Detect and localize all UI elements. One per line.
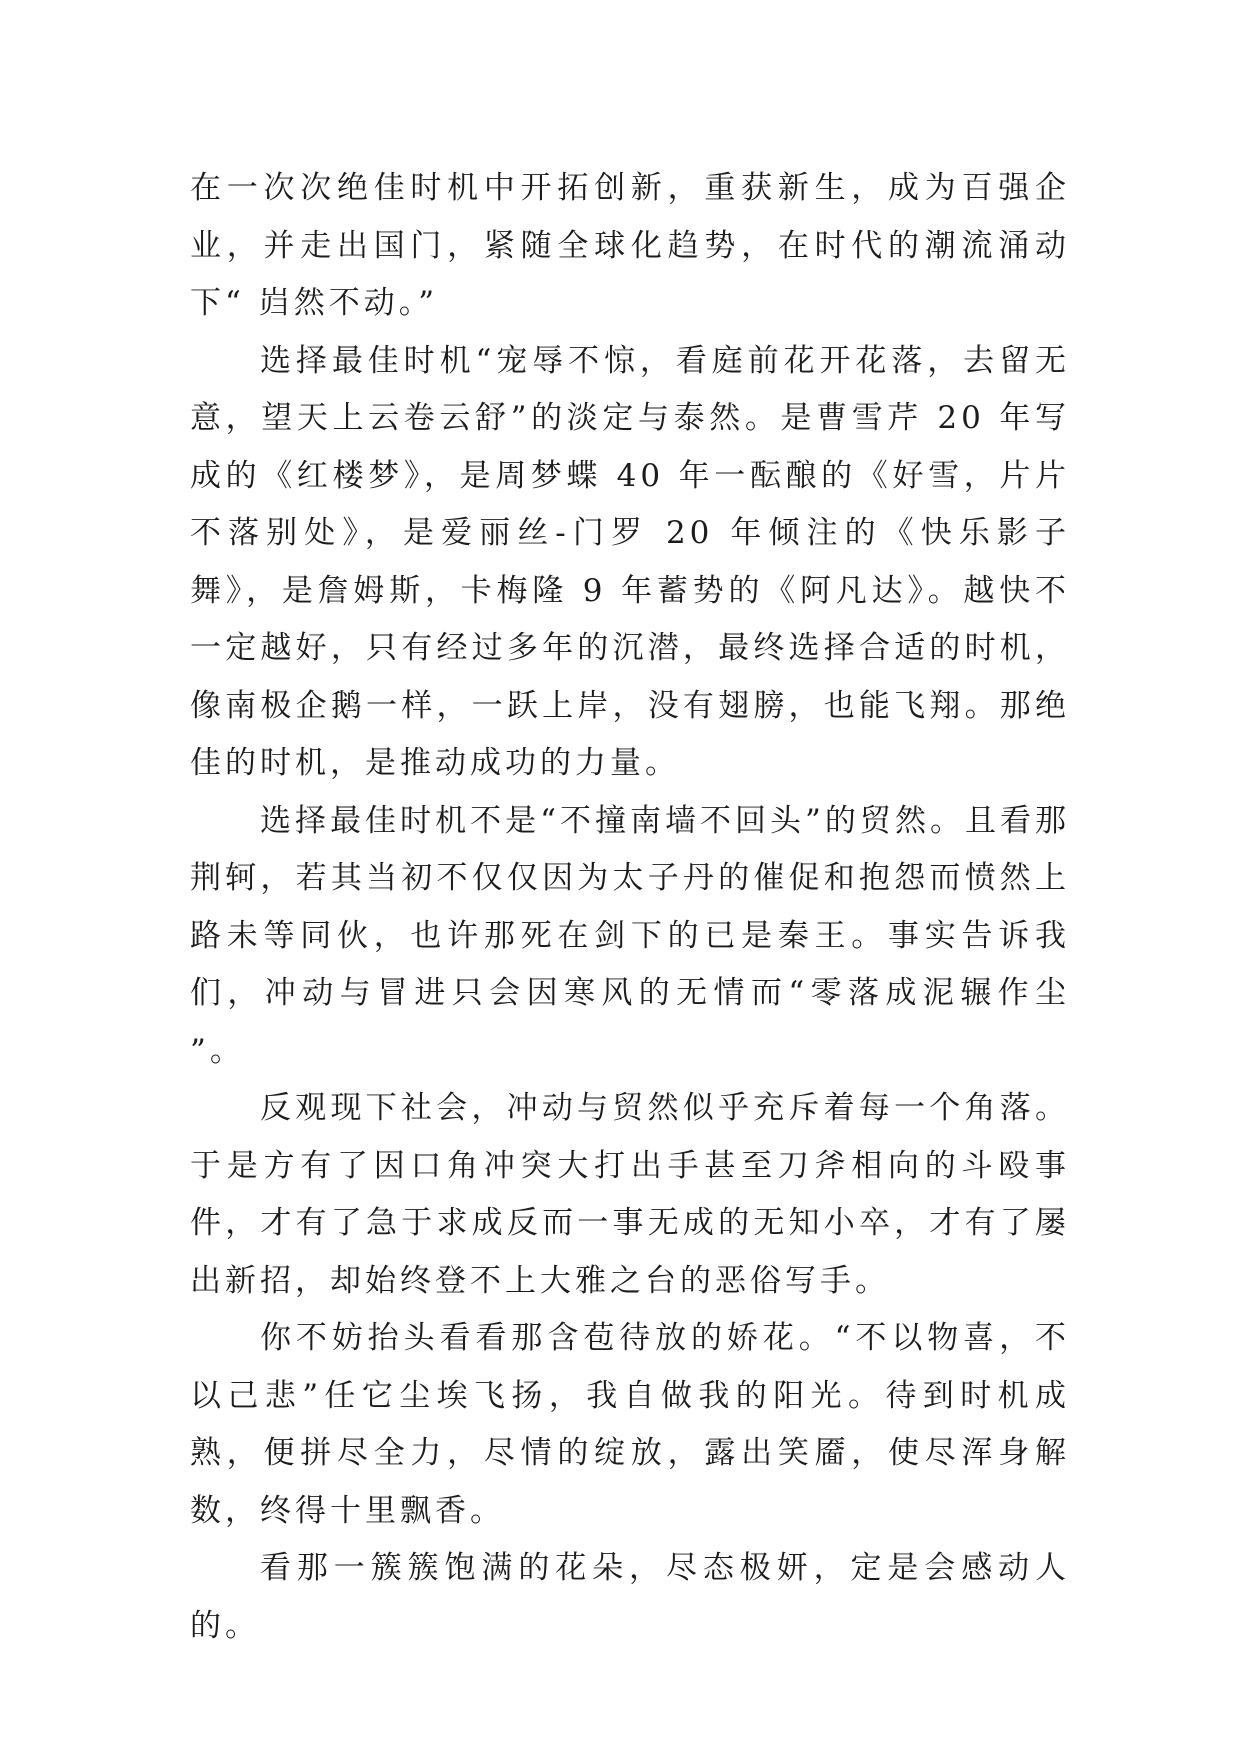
paragraph: 看那一簇簇饱满的花朵，尽态极妍，定是会感动人的。 [190,1550,1070,1644]
essay-body [190,160,1070,1655]
paragraph: 反观现下社会，冲动与贸然似乎充斥着每一个角落。于是方有了因口角冲突大打出手甚至刀斧相向的斗殴事件，才有了急于求成反而一事无成的无知小卒，才有了屡出新招，却始终登不上大雅之台的恶俗写手。 [190,1090,1070,1299]
paragraph: 选择最佳时机“宠辱不惊，看庭前花开花落，去留无意，望天上云卷云舒”的淡定与泰然。是曹雪芹 20 年写成的《红楼梦》，是周梦蝶 40 年一酝酿的《好雪，片片不落别处》，是爱丽丝-门罗 20 年倾注的《快乐影子舞》，是詹姆斯，卡梅隆 9 年蓄势的《阿凡达》。越快不一定越好，只有经过多年的沉潜，最终选择合适的时机，像南极企鹅一样，一跃上岸，没有翅膀，也能飞翔。那绝佳的时机，是推动成功的力量。 [190,342,1070,781]
paragraph: 你不妨抬头看看那含苞待放的娇花。“不以物喜，不以己悲”任它尘埃飞扬，我自做我的阳光。待到时机成熟，便拼尽全力，尽情的绽放，露出笑靥，使尽浑身解数，终得十里飘香。 [190,1320,1070,1529]
paragraph-continued: 在一次次绝佳时机中开拓创新，重获新生，成为百强企业，并走出国门，紧随全球化趋势，在时代的潮流涌动下“ 岿然不动。” [190,170,1070,321]
paragraph: 选择最佳时机不是“不撞南墙不回头”的贸然。且看那荆轲，若其当初不仅仅因为太子丹的催促和抱怨而愤然上路未等同伙，也许那死在剑下的已是秦王。事实告诉我们，冲动与冒进只会因寒风的无情而“零落成泥辗作尘 ”。 [190,802,1070,1069]
